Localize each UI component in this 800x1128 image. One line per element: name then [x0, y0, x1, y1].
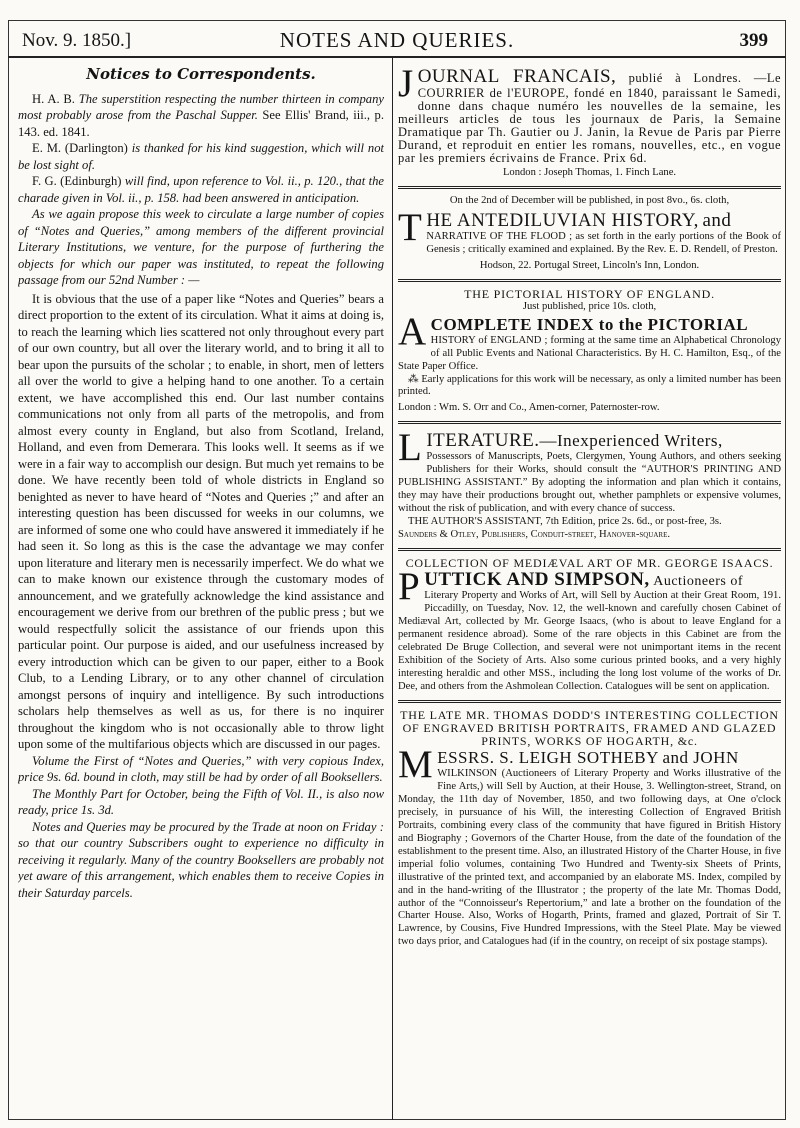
- notice-name: E. M. (Darlington): [32, 141, 128, 155]
- ad-headline: HE ANTEDILUVIAN HISTORY,: [426, 210, 699, 232]
- ad-literature: [398, 426, 781, 541]
- section-separator: [398, 548, 781, 551]
- ad-headline-tail: Auctioneers of: [653, 574, 744, 590]
- ad-headline: COMPLETE INDEX to the PICTORIAL: [430, 314, 749, 334]
- ad-journal-francais: [398, 66, 781, 180]
- ad-puttick-simpson: [398, 557, 781, 694]
- ad-headline: ITERATURE.: [426, 430, 540, 452]
- notice-hab: [18, 91, 384, 141]
- ad-body: Possessors of Manuscripts, Poets, Clergymen, Young Authors, and others seeking Publishers for their Works, should consult the “AUTHOR'S PRINTING AND PUBLISHING ASSISTANT.” By adopting the information and plan which it contains, they may have their productions brought out, whether pamphlets or expensive volumes, without the risk of publication, and with every chance of success.: [398, 451, 781, 514]
- section-separator: [398, 186, 781, 189]
- monthly-part-note: The Monthly Part for October, being the Fifth of Vol. II., is also now ready, price 1s. 3d.: [18, 786, 384, 817]
- notice-em: [18, 140, 384, 173]
- right-column: [398, 64, 781, 949]
- ad-headline: ESSRS. S. LEIGH SOTHEBY: [437, 748, 659, 768]
- volume-note: Volume the First of “Notes and Queries,” with very copious Index, price 9s. 6d. bound in cloth, may still be had by order of all Booksellers.: [18, 753, 384, 784]
- notice-text: will find, upon reference to Vol. ii., p. 120., that the charade given in Vol. ii., p. 158. had been answered in anticipation.: [18, 174, 384, 205]
- ad-body: NARRATIVE OF THE FLOOD ; as set forth in the early portions of the Book of Genesis ; critically examined and explained. By the Rev. E. D. Rendell, of Preston.: [426, 231, 781, 256]
- section-separator: [398, 279, 781, 282]
- ad-section-heading: THE PICTORIAL HISTORY OF ENGLAND.: [464, 286, 715, 301]
- ad-headline-tail: and: [702, 210, 732, 232]
- ad-headline: UTTICK AND SIMPSON,: [424, 569, 650, 591]
- dropcap-letter: J: [398, 64, 414, 105]
- header-date: Nov. 9. 1850.]: [22, 30, 132, 51]
- ad-note: ⁂ Early applications for this work will be necessary, as only a limited number has been printed.: [398, 373, 781, 398]
- ad-intro: On the 2nd of December will be published, in post 8vo., 6s. cloth,: [449, 195, 730, 207]
- main-body-paragraph: It is obvious that the use of a paper like “Notes and Queries” bears a direct proportion to the extent of its circulation. What it aims at doing is, to reach the learning which lies scattered not only throughout every part of our own country, but all over the literary world, and to bring it all to bear upon the pursuits of the scholar ; to enable, in short, men of letters all over the world to give a helping hand to one another. To a certain extent, we have accomplished this end. Our last number contains communications not only from all parts of the metropolis, and from almost every county in England, but also from Scotland, Ireland, Holland, and even from Demerara. This looks well. It seems as if we were in a fair way to accomplish our design. But much yet remains to be done. We have recently been told of whole districts in England so benighted as never to have heard of “Notes and Queries ;” and after an interesting question has been discussed for weeks in our columns, we are informed of some one who could have answered it immediately if he had seen it. So long as this is the case the advantage we may confer upon literature and literary men is necessarily imperfect. We do what we can to make known our existence through the customary modes of announcement, and we gratefully acknowledge the kind assistance and encouragement we derive from our brethren of the public press ; but we would respectfully solicit the assistance of our friends upon this particular point. Our purpose is aided, and our usefulness increased by every introduction which can be given to our paper, either to a Book Club, to a Lending Library, or to any other channel of circulation amongst persons of inquiry and intelligence. By such introductions scholars help themselves as well as us, for there is no inquirer throughout the kingdom who is not occasionally able to throw light upon some of the multifarious objects which are discussed in our pages.: [18, 291, 384, 751]
- dropcap-letter: M: [398, 743, 434, 787]
- dropcap-letter: A: [398, 309, 427, 353]
- ad-headline: OURNAL FRANCAIS,: [417, 66, 617, 87]
- ad-footer: Saunders & Otley, Publishers, Conduit-street, Hanover-square.: [398, 528, 671, 540]
- notice-name: H. A. B.: [32, 91, 75, 106]
- left-column: [18, 64, 384, 901]
- notice-name: F. G. (Edinburgh): [32, 174, 122, 188]
- page-number: 399: [739, 30, 768, 51]
- ad-footer: London : Wm. S. Orr and Co., Amen-corner, Paternoster-row.: [398, 402, 660, 414]
- ad-body: HISTORY of ENGLAND ; forming at the same time an Alphabetical Chronology of all Public Events and National Characteristics. By H. C. Hamilton, Esq., of the State Paper Office.: [398, 334, 781, 372]
- notice-ref: See Ellis' Brand, iii., p. 143. ed. 1841.: [18, 108, 384, 139]
- trade-note: Notes and Queries may be procured by the Trade at noon on Friday : so that our country Subscribers ought to experience no difficulty in receiving it regularly. Many of the country Booksellers are probably not yet aware of this arrangement, which enables them to receive Copies in their Saturday parcels.: [18, 819, 384, 900]
- section-separator: [398, 421, 781, 424]
- running-header: [8, 20, 786, 58]
- ad-pictorial-history: [398, 288, 781, 415]
- ad-headline-tail: publié à Londres.: [628, 71, 742, 85]
- dropcap-letter: L: [398, 426, 423, 470]
- ad-price-line: THE AUTHOR'S ASSISTANT, 7th Edition, price 2s. 6d., or post-free, 3s.: [408, 515, 722, 527]
- dropcap-letter: P: [398, 565, 421, 609]
- header-title: NOTES AND QUERIES.: [279, 28, 515, 52]
- section-separator: [398, 700, 781, 703]
- ad-headline-tail: and JOHN: [662, 748, 739, 768]
- ad-antediluvian-history: [398, 195, 781, 273]
- ad-thomas-dodd: [398, 709, 781, 949]
- dropcap-letter: T: [398, 206, 423, 250]
- ad-body: WILKINSON (Auctioneers of Literary Property and Works illustrative of the Fine Arts,) will Sell by Auction, at their House, 3. Wellington-street, Strand, on Monday, the 11th day of November, 1850, and two following days, at One o'clock precisely, in pursuance of his Will, the interesting Collection of Engraved British Portraits, combining every class of the community that have figured in British History and Biography ; Governors of the Charter House, from the date of the foundation of the establishment to the present time. Also, an illustrated History of the Charter House, in five imperial folio volumes, containing Two Hundred and Twenty-six Sheets of Prints, illustrative of the printed text, and accompanied by an elaborate MS. Index, compiled by and in the hand-writing of the Illustrator ; the property of the late Mr. Thomas Dodd, author of the “Connoisseur's Repertorium,” and late a brother on the foundation of the Charter House. Also, Works of Hogarth, Prints, framed and glazed, Portrait of Sir T. Lawrence, by Cousins, Five Hundred Impressions, with the Steel Plate. May be viewed two days prior, and Catalogues had (if in the country, on receipt of six postage stamps).: [398, 768, 781, 948]
- notice-fg: [18, 173, 384, 206]
- ad-footer: London : Joseph Thomas, 1. Finch Lane.: [502, 167, 677, 179]
- ad-body: Literary Property and Works of Art, will Sell by Auction at their Great Room, 191. Piccadilly, on Tuesday, Nov. 12, the well-known and carefully chosen Cabinet of Mediæval Art, collected by Mr. George Isaacs, (who is about to leave England for a permanent residence abroad). Some of the rare objects in this Cabinet are from the celebrated De Bruge Collection, and several were not unimportant items in the recent Exhibition of the Society of Arts. Also some curious printed books, and a very highly interesting heraldic and other MSS., including the long lost volume of the works of Dr. Dee, and others from the Ashmolean Collection. Catalogues will be sent on application.: [398, 590, 781, 692]
- notice-text: The superstition respecting the number thirteen in company most probably arose from the Paschal Supper.: [18, 91, 384, 122]
- ad-subheading: Just published, price 10s. cloth,: [522, 300, 657, 312]
- column-divider: [392, 58, 393, 1120]
- ad-body: —Le COURRIER de l'EUROPE, fondé en 1840, paraissant le Samedi, donne dans chaque numéro les nouvelles de la semaine, les meilleurs articles de tous les journaux de Paris, la Semaine Dramatique par Th. Gautier ou J. Janin, la Revue de Paris par Pierre Durand, et reproduit en entier les romans, nouvelles, etc., en vogue par les premiers écrivains de France. Prix 6d.: [398, 71, 781, 165]
- ad-section-heading: COLLECTION OF MEDIÆVAL ART OF MR. GEORGE ISAACS.: [405, 555, 774, 570]
- ad-headline-tail: —Inexperienced Writers,: [539, 431, 723, 451]
- ad-footer: Hodson, 22. Portugal Street, Lincoln's Inn, London.: [479, 260, 700, 272]
- notices-heading: Notices to Correspondents.: [86, 65, 316, 83]
- ad-section-heading: THE LATE MR. THOMAS DODD'S INTERESTING COLLECTION OF ENGRAVED BRITISH PORTRAITS, FRAMED AND GLAZED PRINTS, WORKS OF HOGARTH, &c.: [400, 707, 779, 748]
- notice-text: is thanked for his kind suggestion, which will not be lost sight of.: [18, 141, 384, 172]
- proposal-paragraph: As we again propose this week to circulate a large number of copies of “Notes and Queries,” among members of the different provincial Literary Institutions, we venture, for the purpose of furthering the objects for which our paper was instituted, to repeat the following passage from our 52nd Number : —: [18, 207, 384, 287]
